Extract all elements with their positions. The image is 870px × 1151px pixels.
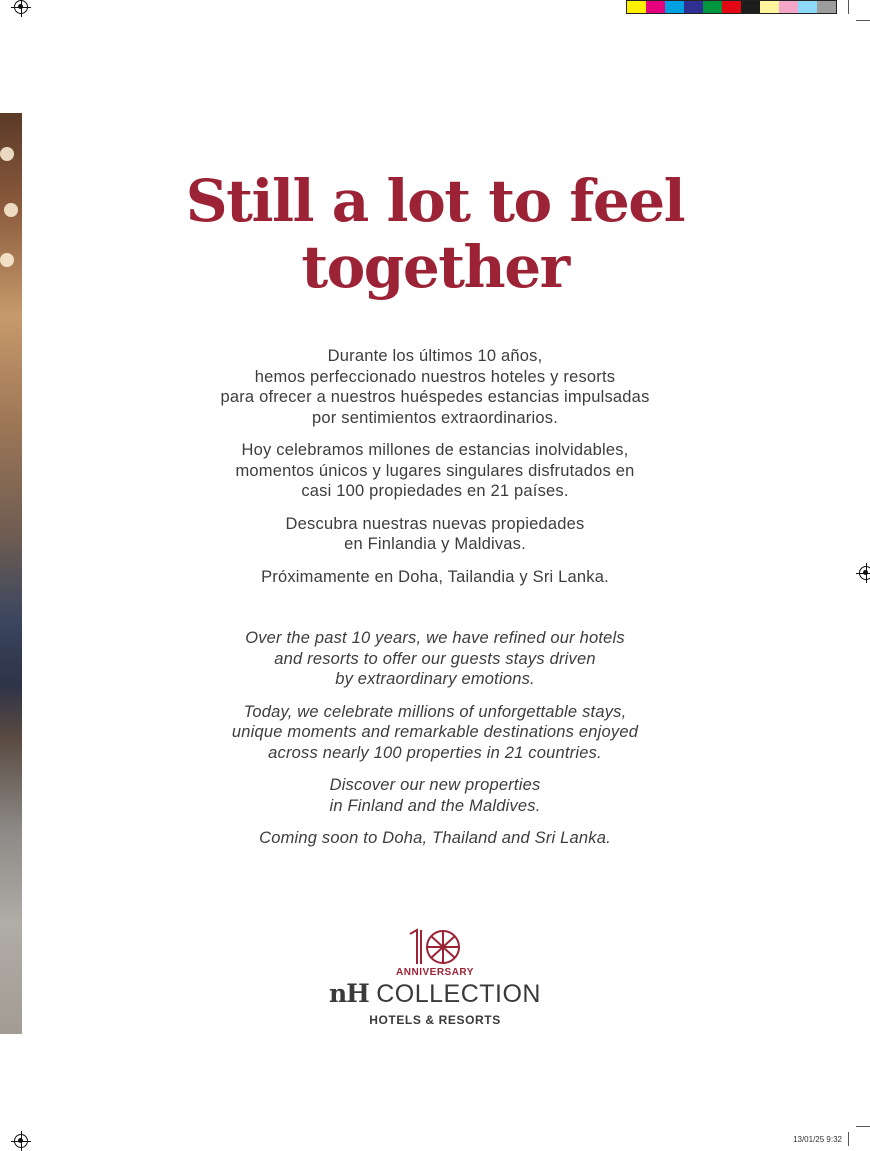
ten-years-anniversary-icon: [407, 928, 463, 966]
headline: [0, 168, 870, 300]
headline-line-1: Still a lot to feel: [185, 167, 685, 235]
brand-mark: nH: [328, 979, 369, 1008]
color-swatch: [646, 1, 665, 13]
english-paragraph-2: Today, we celebrate millions of unforgettable stays, unique moments and remarkable destinations enjoyed across nearly 100 properties in 21 countries.: [231, 702, 639, 762]
trim-mark: [856, 1126, 870, 1127]
english-paragraph-3: Discover our new properties in Finland and the Maldives.: [329, 776, 541, 815]
print-slug: 13/01/25 9:32: [793, 1135, 842, 1144]
spanish-paragraph-4: Próximamente en Doha, Tailandia y Sri Lanka.: [261, 567, 609, 586]
color-swatch: [760, 1, 779, 13]
trim-mark: [848, 0, 849, 14]
nh-collection-logo: [0, 928, 870, 1027]
trim-mark: [848, 1132, 849, 1146]
anniversary-label: ANNIVERSARY: [396, 967, 474, 978]
spanish-copy: [0, 346, 870, 599]
lamp-light: [0, 147, 14, 161]
color-swatch: [779, 1, 798, 13]
brand-collection: COLLECTION: [376, 980, 541, 1008]
color-swatch: [741, 1, 760, 13]
color-swatch: [798, 1, 817, 13]
color-swatch: [665, 1, 684, 13]
registration-mark-icon: [14, 0, 28, 14]
brand-name: [0, 979, 870, 1009]
spanish-paragraph-3: Descubra nuestras nuevas propiedades en Finlandia y Maldivas.: [285, 514, 585, 553]
color-swatch: [684, 1, 703, 13]
english-copy: [0, 628, 870, 861]
english-paragraph-4: Coming soon to Doha, Thailand and Sri Lanka.: [259, 829, 611, 847]
brand-subtitle: HOTELS & RESORTS: [369, 1013, 501, 1027]
spanish-paragraph-2: Hoy celebramos millones de estancias inolvidables, momentos únicos y lugares singulares disfrutados en casi 100 propiedades en 21 países.: [235, 441, 635, 500]
color-swatch: [722, 1, 741, 13]
headline-line-2: together: [301, 233, 569, 301]
trim-mark: [856, 20, 870, 21]
color-swatch: [817, 1, 836, 13]
english-paragraph-1: Over the past 10 years, we have refined our hotels and resorts to offer our guests stays driven by extraordinary emotions.: [245, 629, 625, 688]
color-swatch: [703, 1, 722, 13]
color-swatch: [627, 1, 646, 13]
spanish-paragraph-1: Durante los últimos 10 años, hemos perfeccionado nuestros hoteles y resorts para ofrecer a nuestros huéspedes estancias impulsadas por sentimientos extraordinarios.: [220, 347, 650, 427]
print-color-bar: [626, 0, 837, 14]
